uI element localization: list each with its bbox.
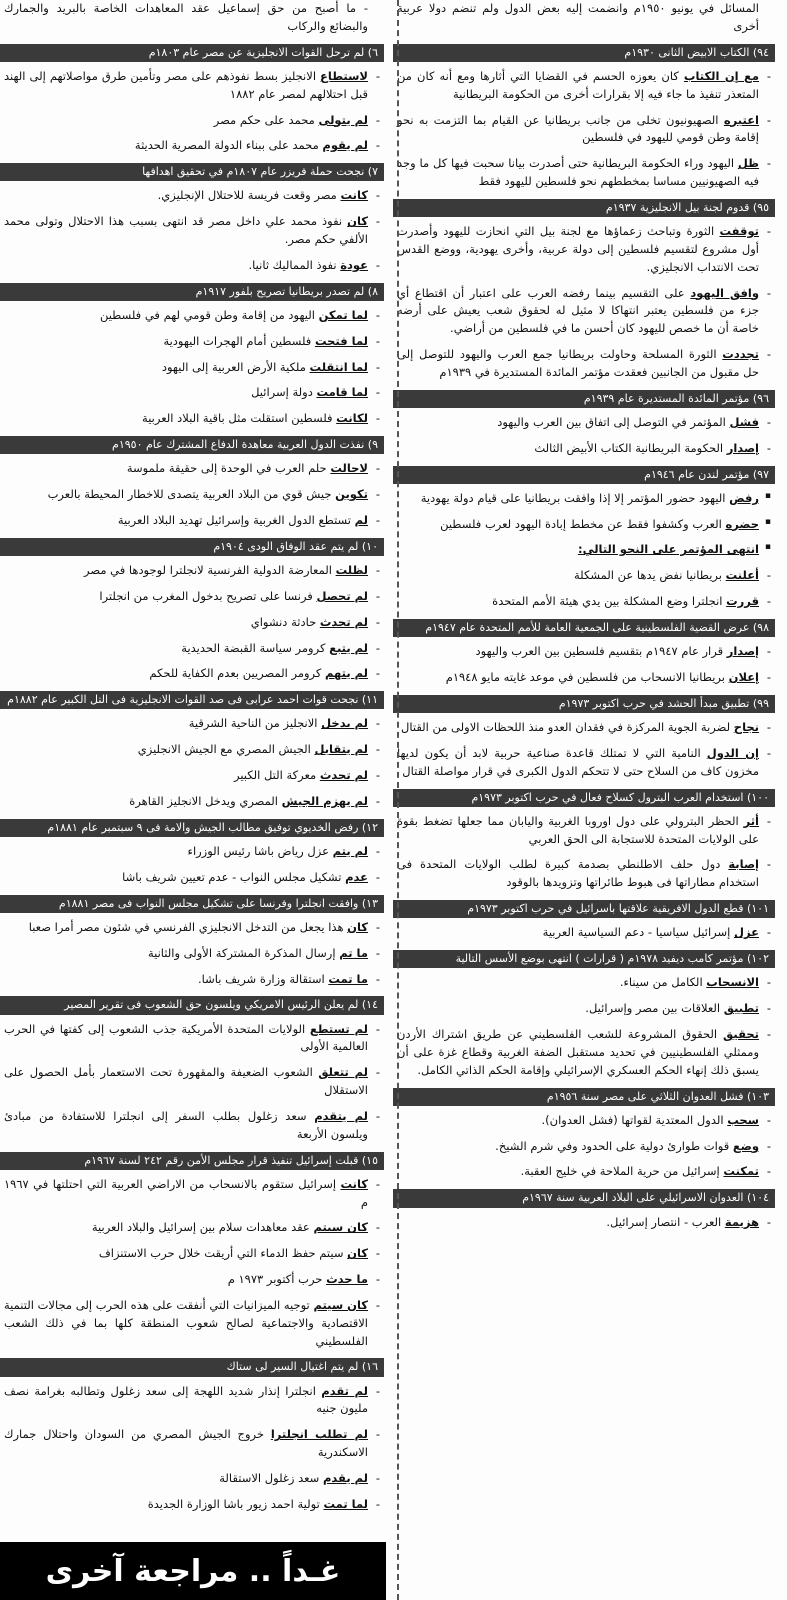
item-text: الكامل من سيناء.: [619, 975, 707, 990]
list-item: [4, 715, 380, 733]
list-item: [397, 285, 771, 338]
keyword: لم تحصل: [316, 588, 368, 603]
item-text: الحكومة البريطانية الكتاب الأبيض الثالث: [534, 440, 727, 455]
list-item: [4, 843, 380, 861]
keyword: وضع: [732, 1138, 759, 1153]
list-item: [4, 460, 380, 478]
item-text: محمد على حكم مصر: [213, 112, 319, 127]
list-item: [397, 155, 771, 191]
item-text: دولة إسرائيل: [251, 385, 317, 400]
list-item: [4, 562, 380, 580]
item-text: بريطانيا نفض يدها عن المشكلة: [574, 568, 726, 583]
keyword: ما تم: [339, 945, 368, 960]
keyword: لم تستطع: [309, 1021, 368, 1036]
item-text: المؤتمر في التوصل إلى اتفاق بين العرب واليهود: [497, 414, 730, 429]
item-text: اليهود وراء الحكومة البريطانية حتى أصدرت بيانا سحبت فيها كل ما وجد فيه الصهيونيين مساسا بمخططهم نحو فلسطين لليهود فقط: [397, 156, 759, 188]
keyword: تمكنت: [723, 1164, 759, 1179]
item-text: الشعوب الضعيفة والمقهورة تحت الاستعمار بأمل الحصول على الاستقلال: [4, 1065, 368, 1098]
keyword: لم يتقدم: [314, 1108, 368, 1123]
item-text: معركة التل الكبير: [233, 768, 320, 783]
item-text: سعد زغلول الاستقالة: [219, 1470, 323, 1485]
item-text: العرب - انتصار إسرائيل.: [606, 1214, 725, 1229]
item-text: انجلترا إنذار شديد اللهجة إلى سعد زغلول وتطالبه بغرامة نصف مليون جنيه: [4, 1383, 368, 1416]
section-header: ١٣) وافقت انجلترا وفرنسا على تشكيل مجلس النواب فى مصر ١٨٨١م: [0, 895, 384, 913]
keyword: كانت: [340, 1176, 368, 1191]
list-item: [397, 1112, 771, 1130]
section-header: ١١) نجحت قوات احمد عرابى فى صد القوات الانجليزية فى التل الكبير عام ١٨٨٢م: [0, 691, 384, 709]
keyword: كان: [347, 1246, 368, 1261]
keyword: لم تحدث: [319, 768, 368, 783]
section-header: ١٤) لم يعلن الرئيس الامريكي ويلسون حق الشعوب فى تقرير المصير: [0, 996, 384, 1014]
item-text: فلسطين أمام الهجرات اليهودية: [163, 333, 315, 348]
list-item: [4, 486, 380, 504]
list-item: [4, 213, 380, 249]
list-item: [4, 257, 380, 275]
item-text: الثورة وتباحث زعماؤها مع لجنة بيل التي انحازت لليهود وأصدرت أول مشروع لتقسيم فلسطين إلى دولة عربية، وأخرى يهودية، ووضع القدس تحت الانتداب الانجليزي.: [397, 224, 759, 274]
section-header: ٦) لم ترحل القوات الانجليزية عن مصر عام ١٨٠٣م: [0, 44, 384, 62]
item-text: الجيش المصري مع الجيش الانجليزي: [137, 742, 315, 757]
list-item: [4, 640, 380, 658]
item-text: العرب وكشفوا فقط عن مخطط إبادة اليهود لعرب فلسطين: [440, 516, 726, 531]
item-text: حلم العرب في الوحدة إلى حقيقة ملموسة: [126, 461, 331, 476]
list-item: [4, 1245, 380, 1263]
item-text: محمد على ببناء الدولة المصرية الحديثة: [134, 138, 323, 153]
item-text: إسرائيل ستقوم بالانسحاب من الاراضي العربية التي احتلتها في ١٩٦٧ م: [4, 1176, 368, 1209]
item-text: الثورة المسلحة وحاولت بريطانيا جمع العرب واليهود للتوصل إلى حل مقبول من الجانبين فعقدت مؤتمر المائدة المستديرة في ١٩٣٩م: [397, 346, 759, 379]
keyword: رفض: [729, 490, 759, 505]
list-item: [397, 669, 771, 687]
list-item: [4, 793, 380, 811]
keyword: لم يقدم: [322, 1470, 368, 1485]
list-item: [397, 68, 771, 104]
list-item: [4, 665, 380, 683]
keyword: لم يقوم: [322, 138, 368, 153]
keyword: لم تقدم: [321, 1383, 368, 1398]
keyword: تجددت: [722, 346, 759, 361]
list-item: [4, 410, 380, 428]
list-item: [397, 974, 771, 992]
list-item: [4, 1108, 380, 1144]
list-item: [4, 919, 380, 937]
keyword: حضره: [725, 516, 759, 531]
keyword: عزل: [734, 925, 759, 940]
keyword: لاحالت: [330, 461, 368, 476]
keyword: هزيمة: [724, 1214, 759, 1229]
item-text: توجيه الميزانيات التي أنفقت على هذه الحرب إلى مجالات التنمية الاقتصادية والاجتماعية لصالح شعوب المنطقة كلها بما في ذلك الشعب الفلسطيني: [4, 1297, 368, 1348]
keyword: لما انتقلت: [309, 359, 368, 374]
list-item: [397, 813, 771, 849]
section-header: ١٢) رفض الخديوي توفيق مطالب الجيش والامة فى ٩ سبتمبر عام ١٨٨١م: [0, 819, 384, 837]
list-item: [4, 384, 380, 402]
list-item: [4, 187, 380, 205]
keyword: لم تطلب انجلترا: [270, 1427, 368, 1442]
item-text: هذا يجعل من التدخل الانجليزي الفرنسي في شئون مصر أمرا صعبا: [28, 919, 348, 934]
footer-banner: غـداً .. مراجعة آخرى: [0, 1542, 386, 1600]
item-text: الانجليز بسط نفوذهم على مصر وتأمين طرق مواصلاتهم إلى الهند قبل احتلالهم لمصر عام ١٨٨٢: [4, 68, 368, 101]
item-text: قرار عام ١٩٤٧م بتقسيم فلسطين بين العرب واليهود: [475, 644, 727, 659]
list-item: [397, 1138, 771, 1156]
section-header: ١٠٠) استخدام العرب البترول كسلاح فعال في حرب اكتوبر ١٩٧٣م: [393, 789, 775, 807]
keyword: كان: [347, 919, 368, 934]
item-text: الدول المعتدية لقواتها (فشل العدوان).: [541, 1112, 728, 1127]
keyword: توقفت: [719, 224, 759, 239]
item-text: حادثة دنشواي: [250, 614, 320, 629]
keyword: قررت: [726, 594, 759, 609]
keyword: انتهى المؤتمر على النحو التالي:: [577, 542, 759, 557]
keyword: وافق اليهود: [690, 285, 760, 300]
item-text: الانجليز من الناحية الشرقية: [188, 716, 322, 731]
keyword: لم يتهم: [325, 666, 368, 681]
list-item: [397, 490, 771, 508]
keyword: فشل: [729, 414, 759, 429]
keyword: أعلنت: [725, 568, 759, 583]
list-item: [4, 1496, 380, 1514]
list-item: [397, 414, 771, 432]
list-item: [4, 307, 380, 325]
section-header: ٨) لم تصدر بريطانيا تصريح بلفور ١٩١٧م: [0, 283, 384, 301]
list-item: [397, 1214, 771, 1232]
section-header: ٩٦) مؤتمر المائدة المستديرة عام ١٩٣٩م: [393, 390, 775, 408]
list-item: [397, 440, 771, 458]
item-text: تشكيل مجلس النواب - عدم تعيين شريف باشا: [122, 869, 346, 884]
section-header: ١٥) قبلت إسرائيل تنفيذ قرار مجلس الأمن رقم ٢٤٢ لسنة ١٩٦٧م: [0, 1152, 384, 1170]
list-item: [4, 1064, 380, 1100]
keyword: ما تمت: [328, 971, 368, 986]
keyword: مع إن الكتاب: [683, 68, 759, 83]
keyword: الانسحاب: [706, 975, 759, 990]
item-text: انجلترا وضع المشكلة بين يدي هيئة الأمم المتحدة: [492, 594, 727, 609]
list-item: [397, 745, 771, 781]
keyword: لم يتولى: [318, 112, 368, 127]
item-text: عقد معاهدات سلام بين إسرائيل والبلاد العربية: [91, 1220, 314, 1235]
keyword: إصدار: [726, 644, 759, 659]
keyword: كانت: [340, 188, 368, 203]
item-text: النامية التي لا تمتلك قاعدة صناعية حربية لابد أن يكون لديها مخزون كاف من السلاح حتى لا تتحكم الدول الكبرى في قرار مواصلة القتال: [397, 745, 759, 778]
keyword: لم يتم: [332, 844, 368, 859]
list-item: [4, 945, 380, 963]
item-text: عزل رياض باشا رئيس الوزراء: [187, 844, 333, 859]
item-text: دول حلف الاطلنطي بصدمة كبيرة لطلب الولايات المتحدة فى استخدام مطاراتها فى هبوط طائراتها وتزويدها بالوقود: [397, 857, 759, 890]
list-item: [397, 223, 771, 276]
list-item: [397, 856, 771, 892]
list-item: [4, 1383, 380, 1419]
keyword: ما حدث: [326, 1272, 368, 1287]
section-header: ١٠٢) مؤتمر كامب ديفيد ١٩٧٨م ( قرارات ) انتهى بوضع الأسس التالية: [393, 950, 775, 968]
list-item: [4, 333, 380, 351]
keyword: عدم: [345, 869, 368, 884]
list-item: [397, 1163, 771, 1181]
list-item: [4, 1219, 380, 1237]
keyword: لم يدخل: [321, 716, 368, 731]
list-item: [397, 346, 771, 382]
list-item: [4, 869, 380, 887]
item-text: كرومر سياسة القبضة الحديدية: [181, 640, 330, 655]
item-text: قوات طوارئ دولية على الحدود وفي شرم الشيخ.: [495, 1138, 733, 1153]
item-text: إسرائيل سياسيا - دعم السياسية العربية: [542, 925, 734, 940]
section-header: ٩٧) مؤتمر لندن عام ١٩٤٦م: [393, 466, 775, 484]
keyword: لما تمت: [323, 1496, 368, 1511]
item-text: تولية احمد زيور باشا الوزارة الجديدة: [147, 1496, 324, 1511]
item-text: المصري ويدخل الانجليز القاهرة: [129, 793, 282, 808]
section-header: ٩٤) الكتاب الابيض الثانى ١٩٣٠م: [393, 44, 775, 62]
list-item: [4, 588, 380, 606]
keyword: لم تتعلق: [318, 1065, 368, 1080]
keyword: إن الدول: [706, 745, 759, 760]
section-header: ١٦) لم يتم اغتيال السير لى ستاك: [0, 1358, 384, 1376]
keyword: عودة: [340, 257, 368, 272]
list-item: [4, 137, 380, 155]
keyword: سحب: [727, 1112, 759, 1127]
keyword: إعلان: [728, 669, 759, 684]
item-text: استقالة وزارة شريف باشا.: [197, 971, 329, 986]
section-header: ١٠١) قطع الدول الافريقية علاقتها باسرائيل في حرب اكتوبر ١٩٧٣م: [393, 900, 775, 918]
keyword: إصدار: [726, 440, 759, 455]
list-item: [397, 516, 771, 534]
list-item: [4, 767, 380, 785]
keyword: لكانت: [336, 411, 368, 426]
list-item: [4, 1021, 380, 1057]
section-header: ٩٥) قدوم لجنة بيل الانجليزية ١٩٣٧م: [393, 199, 775, 217]
keyword: لم يتبع: [329, 640, 368, 655]
item-text: حرب أكتوبر ١٩٧٣ م: [227, 1272, 327, 1287]
keyword: تكوين: [335, 487, 368, 502]
item-text: خروج الجيش المصري من السودان واحتلال جمارك الاسكندرية: [4, 1427, 368, 1460]
list-item: [397, 643, 771, 661]
item-text: كان يعوزه الحسم في القضايا التي أثارها ومع أنه كان من المتعذر تنفيذ ما جاء فيه إلا بقرارات أخرى من الحكومة البريطانية: [397, 68, 759, 101]
item-text: إسرائيل من حرية الملاحة في خليج العقبة.: [520, 1164, 724, 1179]
item-text: فلسطين استقلت مثل باقية البلاد العربية: [142, 411, 337, 426]
list-item: [4, 359, 380, 377]
item-text: جيش قوي من البلاد العربية يتصدى للاخطار المحيطة بالعرب: [47, 487, 336, 502]
list-item: [397, 112, 771, 148]
item-text: بريطانيا الانسحاب من فلسطين في موعد غايته مايو ١٩٤٨م: [445, 669, 729, 684]
item-text: المعارضة الدولية الفرنسية لانجلترا لوجودها في مصر: [84, 563, 336, 578]
list-item: [4, 112, 380, 130]
item-text: الولايات المتحدة الأمريكية جذب الشعوب إلى كفتها في الحرب العالمية الأولى: [4, 1021, 368, 1054]
keyword: كان: [347, 214, 368, 229]
item-text: إرسال المذكرة المشتركة الأولى والثانية: [147, 945, 340, 960]
item-text: اليهود حضور المؤتمر إلا إذا وافقت بريطانيا على قيام دولة يهودية: [420, 490, 730, 505]
keyword: لظلت: [335, 563, 368, 578]
keyword: لم: [354, 513, 368, 527]
keyword: لم يهزم الجيش: [281, 793, 368, 808]
keyword: لم تحدث: [319, 614, 368, 629]
item-text: تستطع الدول الغربية وإسرائيل تهديد البلاد العربية: [117, 513, 355, 527]
keyword: تطبيق: [723, 1001, 759, 1016]
list-item: [4, 1426, 380, 1462]
keyword: اعتبره: [723, 112, 759, 127]
item-text: الحقوق المشروعة للشعب الفلسطيني عن طريق اشتراك الأردن وممثلي الفلسطينيين في تحديد مستقبل الضفة الغربية وقطاع غزة على أن يسبق ذلك إنهاء الحكم العسكري الإسرائيلي وإقامة الحكم الذاتي الكامل.: [397, 1027, 759, 1077]
list-item: [4, 1297, 380, 1350]
item-text: العلاقات بين مصر وإسرائيل.: [585, 1001, 724, 1016]
keyword: تحقيق: [723, 1027, 759, 1042]
keyword: كان سيتم: [313, 1297, 368, 1312]
keyword: إصابة: [728, 857, 759, 872]
section-header: ٧) نجحت حملة فريزر عام ١٨٠٧م في تحقيق اهدافها: [0, 163, 384, 181]
item-text: كرومر المصريين بعدم الكفاية للحكم: [149, 666, 326, 681]
right-column: [393, 0, 775, 1239]
keyword: نجاح: [733, 720, 759, 735]
keyword: ظل: [737, 156, 759, 171]
keyword: لما تمكن: [318, 308, 368, 323]
continuation-text: - ما أصبح من حق إسماعيل عقد المعاهدات الخاصة بالبريد والجمارك والبضائع والركاب: [4, 1, 368, 33]
list-item: [397, 541, 771, 559]
keyword: لما قامت: [316, 385, 368, 400]
list-item: [397, 567, 771, 585]
item-text: سيتم حفظ الدماء التي أريقت خلال حرب الاستنزاف: [98, 1246, 348, 1261]
item-text: سعد زغلول بطلب السفر إلى انجلترا للاستفادة من مبادئ ويلسون الأربعة: [4, 1108, 368, 1141]
list-item: [4, 741, 380, 759]
section-header: ١٠٣) فشل العدوان الثلاثي على مصر سنة ١٩٥٦م: [393, 1088, 775, 1106]
list-item: [4, 1470, 380, 1488]
section-header: ١٠٤) العدوان الاسرائيلي على البلاد العربية سنة ١٩٦٧م: [393, 1189, 775, 1207]
item-text: نفوذ المماليك ثانيا.: [248, 257, 341, 272]
list-item: [4, 512, 380, 530]
item-text: الحظر البترولي على دول اوروبا الغربية واليابان مما جعلها تضغط بقوة على الولايات المتحدة للاستجابة الى الحق العربي: [397, 813, 759, 846]
list-item: [4, 1271, 380, 1289]
list-item: [4, 68, 380, 104]
keyword: أثر: [743, 813, 759, 828]
continuation-text: المسائل في يونيو ١٩٥٠م وانضمت إليه بعض الدول ولم تنضم دولا عربية أخرى: [397, 1, 759, 33]
section-header: ٩) نفذت الدول العربية معاهدة الدفاع المشترك عام ١٩٥٠م: [0, 436, 384, 454]
list-item: [4, 971, 380, 989]
item-text: ملكية الأرض العربية إلى اليهود: [161, 359, 310, 374]
section-header: ٩٩) تطبيق مبدأ الحشد في حرب اكتوبر ١٩٧٣م: [393, 695, 775, 713]
left-column: [0, 0, 384, 1522]
item-text: مصر وقعت فريسة للاحتلال الإنجليزي.: [157, 188, 341, 203]
list-item: [397, 1000, 771, 1018]
item-text: اليهود من إقامة وطن قومي لهم في فلسطين: [99, 308, 319, 323]
list-item: [397, 924, 771, 942]
keyword: لاستطاع: [320, 68, 368, 83]
item-text: لضربة الجوية المركزة في فقدان العدو منذ اللحظات الاولى من القتال: [400, 720, 734, 735]
keyword: لما فتحت: [314, 333, 368, 348]
column-divider: [397, 0, 399, 1600]
list-item: [397, 1026, 771, 1079]
item-text: الصهيونيون تخلى من جانب بريطانيا عن القيام بما التزمت به نحو إقامة وطن قومي لليهود في فلسطين: [397, 112, 759, 145]
list-item: [397, 719, 771, 737]
item-text: نفوذ محمد علي داخل مصر قد انتهى بسبب هذا الاحتلال وتولى محمد الألفي حكم مصر.: [4, 214, 368, 247]
list-item: [4, 1176, 380, 1212]
keyword: لم يتقابل: [314, 742, 368, 757]
section-header: ٩٨) عرض القضية الفلسطينية على الجمعية العامة للأمم المتحدة عام ١٩٤٧م: [393, 619, 775, 637]
item-text: على التقسيم بينما رفضه العرب على اعتبار أن اقتطاع أي جزء من فلسطين يعتبر انتهاكا لا مثيل له لحقوق شعب يعيش على أرضه خاصة أن ما خصص لليهود كان أحسن ما في فلسطين من أراضي.: [397, 285, 759, 336]
section-header: ١٠) لم يتم عقد الوفاق الودى ١٩٠٤م: [0, 538, 384, 556]
list-item: [397, 593, 771, 611]
keyword: كان سيتم: [313, 1220, 368, 1235]
list-item: [4, 614, 380, 632]
item-text: فرنسا على تصريح بدخول المغرب من انجلترا: [99, 588, 317, 603]
